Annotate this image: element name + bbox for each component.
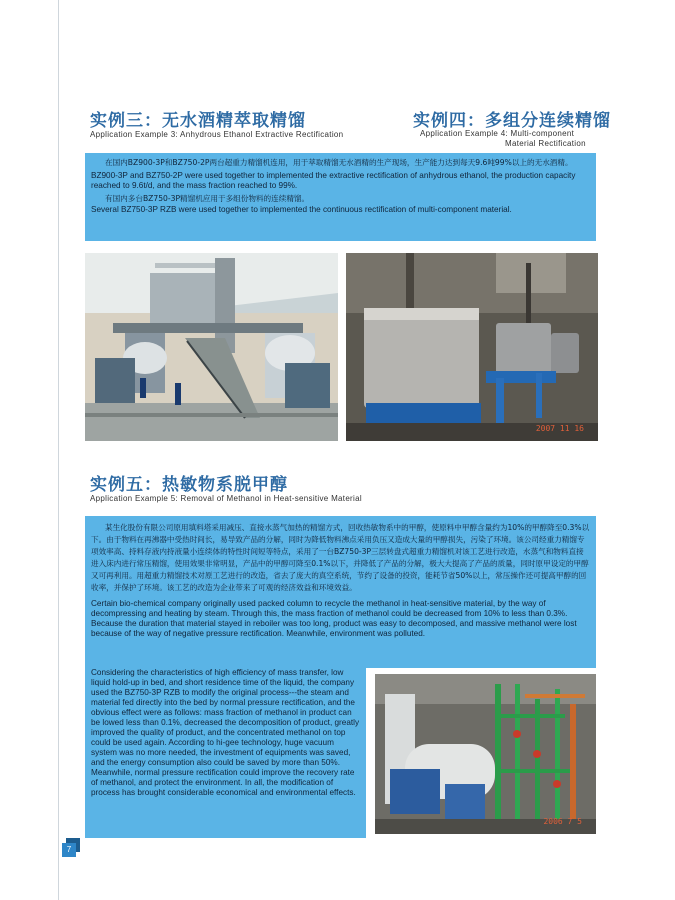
photo-2-date-stamp: 2007 11 16	[535, 424, 584, 433]
example-5-en-text-bottom: Considering the characteristics of high efficiency of mass transfer, low liquid hold-up in bed, and short residence time of the liquid, the company used the BZ750-3P RZB to modify the original process---the steam and material fed directly into the bed by normal pressure rectification, and the obvious effect were as follows: mass fraction of methanol in product can be lowed less than 0.1%, decreased the decomposition of product, greatly improved the quality of product, and the concentrated methanol on top could be used again. According to hi-gee technology, huge vacuum system was no more needed, the investment of equipments was saved, and the energy consumption also could be saved by more than 50%. Meanwhile, normal pressure rectification could improve the recovery rate of methanol, and protect the environment. In all, the modification of process has brought considerable economical and environmental effects.	[91, 668, 360, 797]
example-5-subtitle: Application Example 5: Removal of Methanol in Heat-sensitive Material	[90, 494, 362, 503]
photo-ethanol-rectification-plant	[85, 253, 338, 441]
example-5-cn-text: 某生化股份有限公司原用填料塔采用减压、直接水蒸气加热的精馏方式，回收热敏物系中的甲醇，使原料中甲醇含量约为10%的甲醇降至0.3%以下。由于物料在再沸器中受热时间长，易导致产品的分解，同时为降低物料沸点采用负压又造成大量的甲醇损失，污染了环境。该公司经重力精馏专项效率高、持料存液内持液量小连续体的特性时间短等特点，采用了一台BZ750-3P三层转盘式超重力精馏机对该工艺进行改造，水蒸气和物料直接进入床内进行常压精馏，使用效果非常明显，产品中的甲醇可降至0.1%以下，并降低了产品的分解，极大大提高了产品的质量，同时原甲设定的甲醇又可再利用。用超重力精馏技术对原工艺进行的改造，省去了庞大的真空系统，节约了设备的投资，能耗节省50%以上，常压操作还可提高甲醇的回收率，并保护了环境。该工艺的改造为企业带来了可观的经济效益和环境效益。	[91, 523, 590, 592]
example-4-title: 实例四：多组分连续精馏	[413, 111, 611, 131]
photo-multicomponent-rectification-tanks	[346, 253, 598, 441]
page-number-badge: 7	[62, 843, 76, 857]
example-3-subtitle: Application Example 3: Anhydrous Ethanol Extractive Rectification	[90, 130, 344, 139]
example-3-en-text: BZ900-3P and BZ750-2P were used together to implemented the extractive rectification of anhydrous ethanol, the production capacity reached to 9.6t/d, and the mass fraction reached to 99%.	[91, 171, 576, 190]
photo-3-date-stamp: 2006 7 5	[543, 817, 582, 826]
example-4-en-text: Several BZ750-3P RZB were used together to implemented the continuous rectification of multi-component material.	[91, 205, 512, 214]
photo-methanol-removal-equipment	[375, 674, 596, 834]
example-3-title: 实例三：无水酒精萃取精馏	[90, 111, 306, 131]
example-5-description-box-bottom	[85, 668, 366, 838]
example-4-cn-text: 有国内多台BZ750-3P精馏机应用于多组份物料的连续精馏。	[105, 194, 310, 203]
example-5-en-text-top: Certain bio-chemical company originally used packed column to recycle the methanol in heat-sensitive material, by the way of decompressing and heating by steam. Through this, the mass fraction of methanol could be decreased from 10% to less than 0.3%. Because the duration that material stayed in reboiler was too long, product was easy to decomposed, and massive methanol were lost because of the way of negative pressure rectification. Meanwhile, environment was polluted.	[91, 599, 577, 638]
example-4-subtitle-line2: Material Rectification	[505, 139, 586, 148]
example-3-cn-text: 在国内BZ900-3P和BZ750-2P两台超重力精馏机连用，用于萃取精馏无水酒精的生产现场，生产能力达到每天9.6吨99%以上的无水酒精。	[105, 158, 573, 167]
example-4-subtitle-line1: Application Example 4: Multi-component	[420, 129, 575, 138]
example-5-title: 实例五：热敏物系脱甲醇	[90, 475, 288, 495]
example-3-4-description-box	[85, 153, 596, 241]
example-5-description-box-top	[85, 516, 596, 668]
